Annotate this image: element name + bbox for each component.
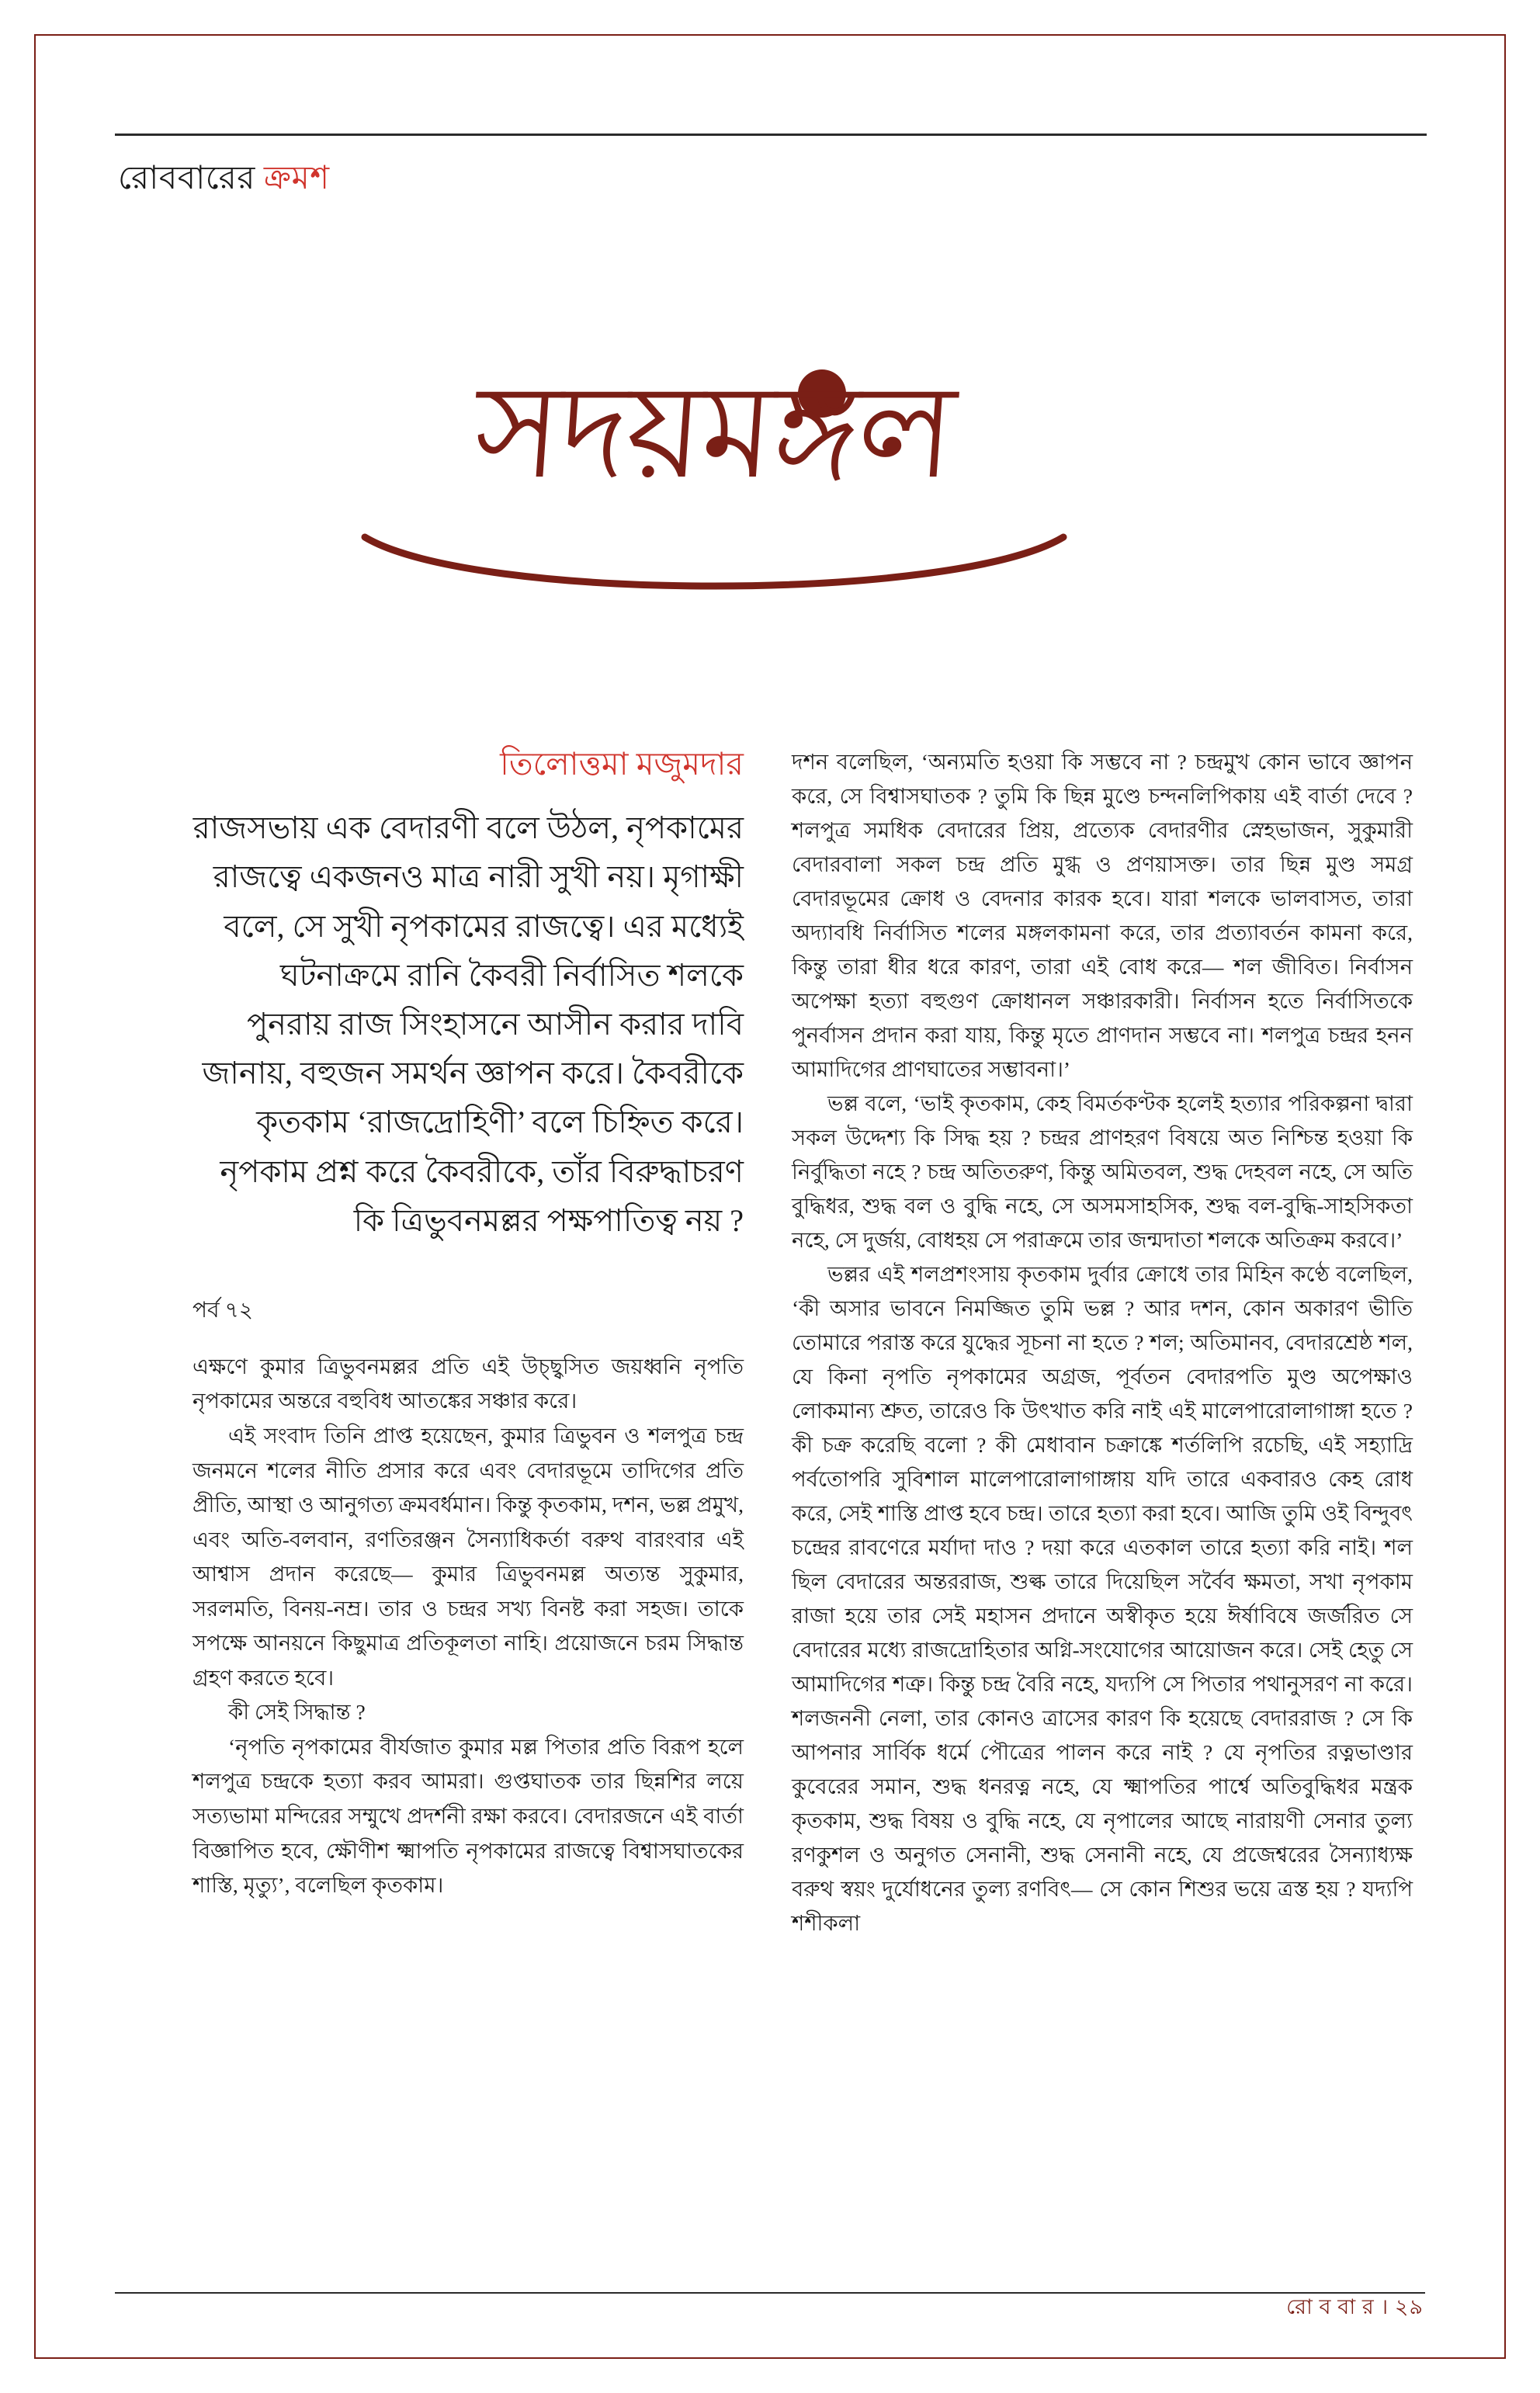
page-footer: রো ব বা র । ২৯ <box>1286 2295 1424 2318</box>
footer-rule <box>115 2292 1425 2294</box>
paragraph: ‘নৃপতি নৃপকামের বীর্যজাত কুমার মল্ল পিতার প্রতি বিরূপ হলে শলপুত্র চন্দ্রকে হত্যা করব আমরা। গুপ্তঘাতক তার ছিন্নশির লয়ে সত্যভামা মন্দিরের সম্মুখে প্রদর্শনী রক্ষা করবে। বেদারজনে এই বার্তা বিজ্ঞাপিত হবে, ক্ষৌণীশ ক্ষ্মাপতি নৃপকামের রাজত্বে বিশ্বাসঘাতকের শাস্তি, মৃত্যু’, বলেছিল কৃতকাম। <box>192 1734 744 1898</box>
paragraph: দশন বলেছিল, ‘অন্যমতি হওয়া কি সম্ভবে না ? চন্দ্রমুখ কোন ভাবে জ্ঞাপন করে, সে বিশ্বাসঘাতক ? তুমি কি ছিন্ন মুণ্ডে চন্দনলিপিকায় এই বার্তা দেবে ? শলপুত্র সমধিক বেদারের প্রিয়, প্রত্যেক বেদারণীর স্নেহভাজন, সুকুমারী বেদারবালা সকল চন্দ্র প্রতি মুগ্ধ ও প্রণয়াসক্ত। তার ছিন্ন মুণ্ড সমগ্র বেদারভূমের ক্রোধ ও বেদনার কারক হবে। যারা শলকে ভালবাসত, তারা অদ্যাবধি নির্বাসিত শলের মঙ্গলকামনা করে, তার প্রত্যাবর্তন কামনা করে, কিন্তু তারা ধীর ধরে কারণ, তারা এই বোধ করে— শল জীবিত। নির্বাসন অপেক্ষা হত্যা বহুগুণ ক্রোধানল সঞ্চারকারী। নির্বাসন হতে নির্বাসিতকে পুনর্বাসন প্রদান করা যায়, কিন্তু মৃতে প্রাণদান সম্ভবে না। শলপুত্র চন্দ্রর হনন আমাদিগের প্রাণঘাতের সম্ভাবনা।’ <box>792 750 1413 1081</box>
logo-swash-ornament <box>334 531 1094 601</box>
standfirst-summary: রাজসভায় এক বেদারণী বলে উঠল, নৃপকামের রাজত্বে একজনও মাত্র নারী সুখী নয়। মৃগাক্ষী বলে, সে সুখী নৃপকামের রাজত্বে। এর মধ্যেই ঘটনাক্রমে রানি কৈবরী নির্বাসিত শলকে পুনরায় রাজ সিংহাসনে আসীন করার দাবি জানায়, বহুজন সমর্থন জ্ঞাপন করে। কৈবরীকে কৃতকাম ‘রাজদ্রোহিণী’ বলে চিহ্নিত করে। নৃপকাম প্রশ্ন করে কৈবরীকে, তাঁর বিরুদ্ধাচরণ কি ত্রিভুবনমল্লর পক্ষপাতিত্ব নয় ? <box>192 810 744 1238</box>
right-body-text <box>792 745 1413 1940</box>
logo-title: সদয়মঙ্গল <box>470 361 959 505</box>
left-column <box>192 745 744 1903</box>
paragraph: ভল্ল বলে, ‘ভাই কৃতকাম, কেহ বিমর্তকণ্টক হলেই হত্যার পরিকল্পনা দ্বারা সকল উদ্দেশ্য কি সিদ্ধ হয় ? চন্দ্রর প্রাণহরণ বিষয়ে অত নিশ্চিন্ত হওয়া কি নির্বুদ্ধিতা নহে ? চন্দ্র অতিতরুণ, কিন্তু অমিতবল, শুদ্ধ দেহবল নহে, সে অতি বুদ্ধিধর, শুদ্ধ বল ও বুদ্ধি নহে, সে অসমসাহসিক, শুদ্ধ বল-বুদ্ধি-সাহসিকতা নহে, সে দুর্জয়, বোধহয় সে পরাক্রমে তার জন্মদাতা শলকে অতিক্রম করবে।’ <box>792 1091 1413 1252</box>
masthead-rule <box>115 134 1427 136</box>
paragraph: ভল্লর এই শলপ্রশংসায় কৃতকাম দুর্বার ক্রোধে তার মিহিন কণ্ঠে বলেছিল, ‘কী অসার ভাবনে নিমজ্জিত তুমি ভল্ল ? আর দশন, কোন অকারণ ভীতি তোমারে পরাস্ত করে যুদ্ধের সূচনা না হতে ? শল; অতিমানব, বেদারশ্রেষ্ঠ শল, যে কিনা নৃপতি নৃপকামের অগ্রজ, পূর্বতন বেদারপতি মুণ্ড অপেক্ষাও লোকমান্য শ্রুত, তারেও কি উৎখাত করি নাই এই মালেপারোলাগাঙ্গা হতে ? কী চক্র করেছি বলো ? কী মেধাবান চক্রাঙ্কে শর্তলিপি রচেছি, এই সহ্যাদ্রি পর্বতোপরি সুবিশাল মালেপারোলাগাঙ্গায় যদি তারে একবারও কেহ রোধ করে, সেই শাস্তি প্রাপ্ত হবে চন্দ্র। তারে হত্যা করা হবে। আজি তুমি ওই বিন্দুবৎ চন্দ্রের রাবণেরে মর্যাদা দাও ? দয়া করে এতকাল তারে হত্যা করি নাই। শল ছিল বেদারের অন্তররাজ, শুল্ক তারে দিয়েছিল সর্বৈব ক্ষমতা, সখা নৃপকাম রাজা হয়ে তার সেই মহাসন প্রদানে অস্বীকৃত হয়ে ঈর্ষাবিষে জর্জরিত সে বেদারের মধ্যে রাজদ্রোহিতার অগ্নি-সংযোগের আয়োজন করে। সেই হেতু সে আমাদিগের শত্রু। কিন্তু চন্দ্র বৈরি নহে, যদ্যপি সে পিতার পথানুসরণ না করে। শলজননী নেলা, তার কোনও ত্রাসের কারণ কি হয়েছে বেদাররাজ ? সে কি আপনার সার্বিক ধর্মে পৌত্রের পালন করে নাই ? যে নৃপতির রত্নভাণ্ডার কুবেরের সমান, শুদ্ধ ধনরত্ন নহে, যে ক্ষ্মাপতির পার্শ্বে অতিবুদ্ধিধর মন্ত্রক কৃতকাম, শুদ্ধ বিষয় ও বুদ্ধি নহে, যে নৃপালের আছে নারায়ণী সেনার তুল্য রণকুশল ও অনুগত সেনানী, শুদ্ধ সেনানী নহে, যে প্রজেশ্বরের সৈন্যাধ্যক্ষ বরুথ স্বয়ং দুর্যোধনের তুল্য রণবিৎ— সে কোন শিশুর ভয়ে ত্রস্ত হয় ? যদ্যপি শশীকলা <box>792 1262 1413 1935</box>
section-kicker <box>118 152 330 207</box>
paragraph: এক্ষণে কুমার ত্রিভুবনমল্লর প্রতি এই উচ্ছ্বসিত জয়ধ্বনি নৃপতি নৃপকামের অন্তরে বহুবিধ আতঙ্কের সঞ্চার করে। <box>192 1354 744 1413</box>
left-body-text <box>192 1350 744 1903</box>
paragraph: কী সেই সিদ্ধান্ত ? <box>228 1700 366 1725</box>
kicker-main: রোববারের <box>118 161 255 196</box>
episode-label: পর্ব ৭২ <box>192 1298 254 1323</box>
kicker-accent: ক্রমশ <box>263 161 330 196</box>
serial-logotype <box>326 361 1102 621</box>
right-column <box>792 745 1413 1940</box>
paragraph: এই সংবাদ তিনি প্রাপ্ত হয়েছেন, কুমার ত্রিভুবন ও শলপুত্র চন্দ্র জনমনে শলের নীতি প্রসার করে এবং বেদারভূমে তাদিগের প্রতি প্রীতি, আস্থা ও আনুগত্য ক্রমবর্ধমান। কিন্তু কৃতকাম, দশন, ভল্ল প্রমুখ, এবং অতি-বলবান, রণতিরঞ্জন সৈন্যাধিকর্তা বরুথ বারংবার এই আশ্বাস প্রদান করেছে— কুমার ত্রিভুবনমল্ল অত্যন্ত সুকুমার, সরলমতি, বিনয়-নম্র। তার ও চন্দ্রর সখ্য বিনষ্ট করা সহজ। তাকে সপক্ষে আনয়নে কিছুমাত্র প্রতিকূলতা নাহি। প্রয়োজনে চরম সিদ্ধান্ত গ্রহণ করতে হবে। <box>192 1423 744 1690</box>
author-byline: তিলোত্তমা মজুমদার <box>500 746 744 782</box>
